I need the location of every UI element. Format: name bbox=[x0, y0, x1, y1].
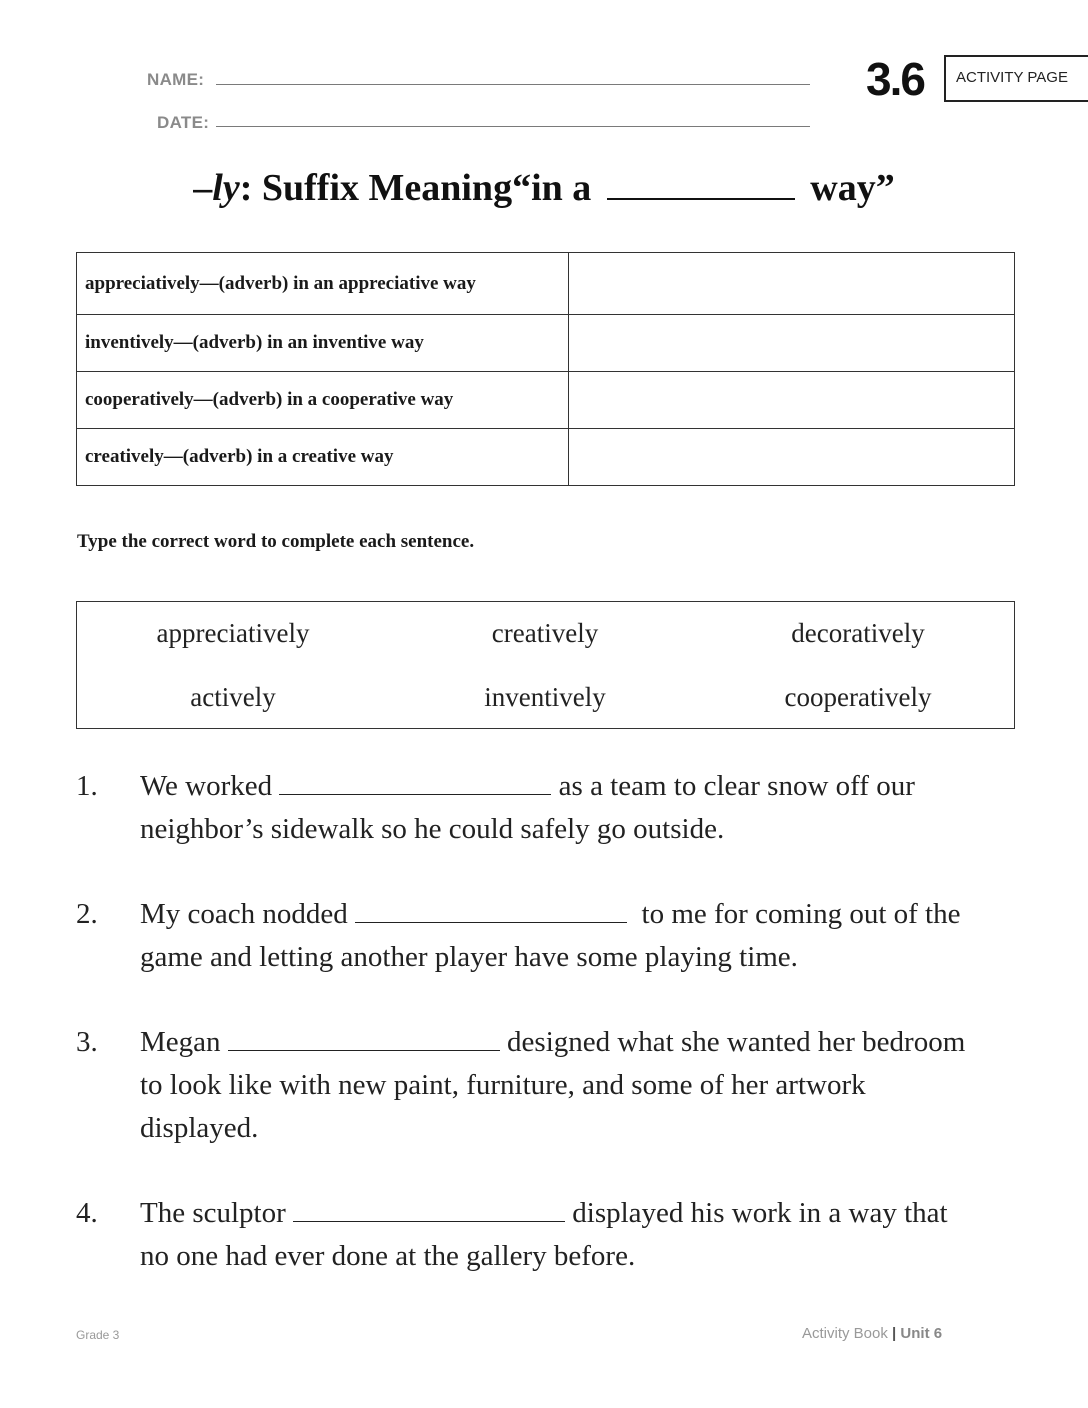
footer-book-info bbox=[802, 1325, 942, 1342]
question-number: 1. bbox=[76, 770, 98, 802]
word-bank-item: decoratively bbox=[791, 618, 925, 648]
question-text-before: We worked bbox=[140, 770, 280, 802]
definition-text: inventively—(adverb) in an inventive way bbox=[77, 315, 569, 372]
word-bank-item: creatively bbox=[491, 618, 599, 648]
definition-row bbox=[77, 253, 1015, 315]
question-line-2: game and letting another player have some playing time. bbox=[140, 941, 798, 973]
question-text-after: as a team to clear snow off our bbox=[551, 770, 915, 802]
date-field[interactable] bbox=[216, 126, 810, 127]
definition-answer-cell[interactable] bbox=[569, 429, 1015, 486]
definition-answer-cell[interactable] bbox=[569, 253, 1015, 315]
word-bank-item: appreciatively bbox=[156, 618, 310, 648]
activity-page-tag bbox=[944, 55, 1088, 102]
word-bank-item: inventively bbox=[484, 682, 606, 712]
footer-book: Activity Book bbox=[802, 1325, 893, 1342]
definition-row bbox=[77, 372, 1015, 429]
question-line bbox=[140, 1026, 965, 1059]
question-text-after: displayed his work in a way that bbox=[565, 1197, 948, 1229]
question-line bbox=[140, 898, 960, 931]
title-text-before: : Suffix Meaning“in a bbox=[239, 167, 601, 209]
question-line bbox=[140, 770, 915, 803]
question-text-before: My coach nodded bbox=[140, 898, 356, 930]
question-line-2: no one had ever done at the gallery before. bbox=[140, 1240, 636, 1272]
footer-unit: Unit 6 bbox=[896, 1325, 943, 1342]
definition-row bbox=[77, 429, 1015, 486]
footer-separator: | bbox=[892, 1325, 897, 1342]
title-suffix: ly bbox=[212, 167, 240, 209]
definition-answer-cell[interactable] bbox=[569, 372, 1015, 429]
question-line-2: to look like with new paint, furniture, and some of her artwork bbox=[140, 1069, 866, 1101]
instructions: Type the correct word to complete each sentence. bbox=[77, 531, 475, 552]
title-text-after: way” bbox=[800, 167, 895, 209]
answer-blank[interactable] bbox=[228, 1028, 500, 1051]
answer-blank[interactable] bbox=[279, 772, 551, 795]
definition-row bbox=[77, 315, 1015, 372]
question-number: 4. bbox=[76, 1197, 98, 1229]
question-text-before: Megan bbox=[140, 1026, 228, 1058]
question-text-after: to me for coming out of the bbox=[627, 898, 961, 930]
question-text-after: designed what she wanted her bedroom bbox=[499, 1026, 966, 1058]
answer-blank[interactable] bbox=[293, 1199, 565, 1222]
page-title bbox=[0, 166, 1088, 210]
word-bank-item: cooperatively bbox=[784, 682, 932, 712]
definition-answer-cell[interactable] bbox=[569, 315, 1015, 372]
definition-text: creatively—(adverb) in a creative way bbox=[77, 429, 569, 486]
word-bank-item: actively bbox=[190, 682, 276, 712]
definition-text: appreciatively—(adverb) in an appreciative way bbox=[77, 253, 569, 315]
question-line-2: neighbor’s sidewalk so he could safely go outside. bbox=[140, 813, 725, 845]
name-field[interactable] bbox=[216, 84, 810, 85]
title-dash: – bbox=[193, 167, 213, 209]
date-label: DATE: bbox=[157, 113, 210, 132]
question-number: 3. bbox=[76, 1026, 98, 1058]
definition-text: cooperatively—(adverb) in a cooperative way bbox=[77, 372, 569, 429]
question-text-before: The sculptor bbox=[140, 1197, 294, 1229]
activity-number: 3.6 bbox=[866, 53, 924, 105]
footer-grade: Grade 3 bbox=[76, 1328, 120, 1342]
name-label: NAME: bbox=[147, 70, 205, 89]
question-line bbox=[140, 1197, 948, 1230]
activity-page-label: ACTIVITY PAGE bbox=[956, 69, 1068, 86]
answer-blank[interactable] bbox=[355, 900, 627, 923]
definitions-table bbox=[76, 252, 1015, 486]
question-number: 2. bbox=[76, 898, 98, 930]
title-blank bbox=[607, 170, 795, 200]
question-line-3: displayed. bbox=[140, 1112, 259, 1144]
